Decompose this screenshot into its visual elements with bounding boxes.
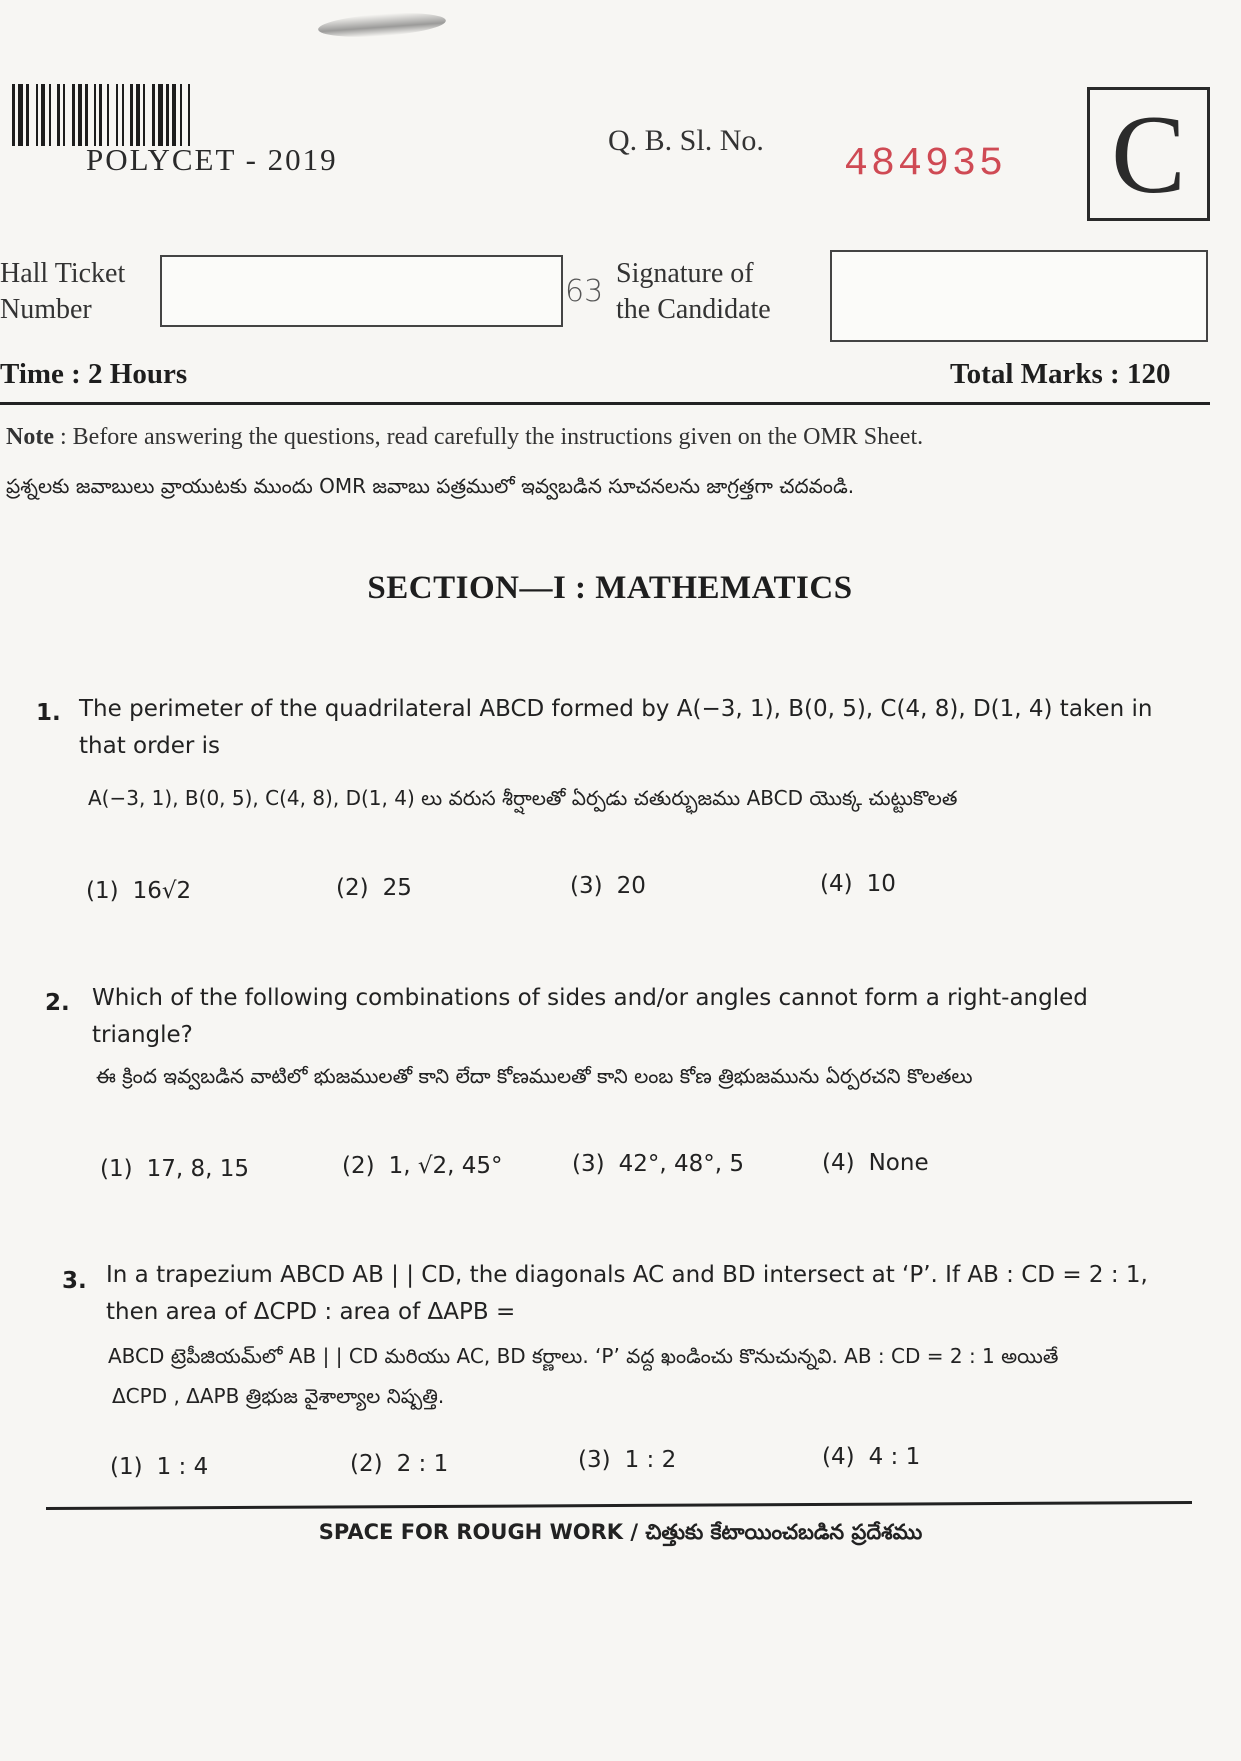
question-text-telugu: A(−3, 1), B(0, 5), C(4, 8), D(1, 4) లు వరుస శీర్షాలతో ఏర్పడు చతుర్భుజము ABCD యొక్క చుట్టుకొలత	[88, 786, 958, 810]
option-number: (3)	[572, 1151, 605, 1177]
question-text-line: then area of ΔCPD : area of ΔAPB =	[106, 1299, 516, 1325]
option-number: (1)	[86, 878, 119, 904]
barcode-bar	[49, 84, 51, 146]
question-text	[79, 691, 1214, 765]
barcode-bar	[143, 84, 145, 146]
option-value: 17, 8, 15	[146, 1156, 250, 1182]
question-text-telugu: ΔCPD , ΔAPB త్రిభుజ వైశాల్యాల నిష్పత్తి.	[112, 1384, 445, 1408]
question-text-telugu: ఈ క్రింద ఇవ్వబడిన వాటిలో భుజములతో కాని లేదా కోణములతో కాని లంబ కోణ త్రిభుజమును ఏర్పరచని కొలతలు	[96, 1064, 973, 1088]
barcode	[10, 84, 415, 146]
note	[6, 424, 923, 451]
barcode-bar	[130, 84, 133, 146]
option-number: (4)	[822, 1150, 855, 1176]
option-value: 1, √2, 45°	[388, 1153, 503, 1179]
option-3[interactable]	[578, 1447, 676, 1473]
question-text-line: that order is	[79, 733, 221, 759]
handwritten-digits: 63	[565, 274, 604, 309]
option-number: (3)	[570, 873, 603, 899]
option-value: 20	[616, 873, 646, 899]
question-text	[106, 1257, 1216, 1331]
hall-ticket-number-field[interactable]	[160, 255, 563, 327]
barcode-bar	[99, 84, 102, 146]
option-number: (4)	[822, 1444, 855, 1470]
barcode-bar	[158, 84, 163, 146]
barcode-bar	[78, 84, 82, 146]
option-2[interactable]	[350, 1451, 448, 1477]
barcode-bar	[188, 84, 190, 146]
hall-ticket-label-line-1: Hall Ticket	[0, 258, 126, 289]
option-value: 25	[382, 875, 412, 901]
option-number: (1)	[110, 1454, 143, 1480]
option-1[interactable]	[100, 1156, 249, 1182]
option-number: (3)	[578, 1447, 611, 1473]
barcode-bar	[26, 84, 29, 146]
rough-work-title: SPACE FOR ROUGH WORK / చిత్తుకు కేటాయించబడిన ప్రదేశము	[318, 1520, 923, 1544]
option-number: (2)	[336, 875, 369, 901]
option-2[interactable]	[336, 875, 412, 901]
note-text: : Before answering the questions, read carefully the instructions given on the OMR Sheet.	[53, 424, 924, 450]
candidate-signature-field[interactable]	[830, 250, 1208, 342]
signature-label	[616, 256, 771, 328]
option-number: (4)	[820, 871, 853, 897]
qb-serial-label: Q. B. Sl. No.	[608, 124, 764, 157]
barcode-bar	[172, 84, 176, 146]
barcode-bar	[94, 84, 96, 146]
barcode-bar	[63, 84, 65, 146]
rough-work-divider	[46, 1501, 1192, 1510]
hall-ticket-label-line-2: Number	[0, 294, 92, 325]
total-marks: Total Marks : 120	[950, 358, 1171, 390]
question-text-line: Which of the following combinations of sides and/or angles cannot form a right-angled	[92, 985, 1088, 1011]
barcode-bar	[116, 84, 118, 146]
barcode-bar	[12, 84, 15, 146]
option-4[interactable]	[822, 1444, 920, 1470]
note-telugu: ప్రశ్నలకు జవాబులు వ్రాయుటకు ముందు OMR జవాబు పత్రములో ఇవ్వబడిన సూచనలను జాగ్రత్తగా చదవండి.	[6, 474, 855, 498]
option-number: (2)	[342, 1153, 375, 1179]
option-1[interactable]	[86, 878, 191, 904]
option-1[interactable]	[110, 1454, 208, 1480]
question-number: 3.	[62, 1268, 87, 1294]
option-3[interactable]	[572, 1151, 744, 1177]
header-divider	[0, 402, 1210, 405]
option-value: 1 : 4	[156, 1454, 209, 1480]
option-value: None	[868, 1150, 929, 1176]
signature-label-line-1: Signature of	[616, 258, 754, 289]
barcode-bar	[18, 84, 23, 146]
option-3[interactable]	[570, 873, 646, 899]
question-text	[92, 980, 1217, 1054]
option-value: 4 : 1	[868, 1444, 921, 1470]
option-4[interactable]	[822, 1150, 929, 1176]
question-number: 1.	[36, 700, 61, 726]
question-text-telugu: ABCD ట్రెపీజియమ్‌లో AB | | CD మరియు AC, BD కర్ణాలు. ‘P’ వద్ద ఖండించు కొనుచున్నవి. AB : CD = 2 : 1 అయితే	[108, 1344, 1059, 1368]
option-value: 1 : 2	[624, 1447, 677, 1473]
barcode-bar	[152, 84, 155, 146]
question-text-line: triangle?	[92, 1022, 193, 1048]
barcode-bar	[57, 84, 60, 146]
option-value: 2 : 1	[396, 1451, 449, 1477]
barcode-bar	[85, 84, 88, 146]
option-value: 16√2	[132, 878, 192, 904]
booklet-set-letter: C	[1111, 93, 1186, 217]
option-number: (1)	[100, 1156, 133, 1182]
barcode-bar	[107, 84, 109, 146]
exam-code: POLYCET - 2019	[86, 142, 338, 177]
question-number: 2.	[45, 990, 70, 1016]
barcode-bar	[136, 84, 140, 146]
booklet-set-box	[1087, 87, 1210, 221]
barcode-bar	[36, 84, 38, 146]
barcode-bar	[41, 84, 45, 146]
hall-ticket-label	[0, 256, 125, 328]
question-text-line: The perimeter of the quadrilateral ABCD formed by A(−3, 1), B(0, 5), C(4, 8), D(1, 4) taken in	[79, 696, 1153, 722]
barcode-bar	[72, 84, 75, 146]
question-text-line: In a trapezium ABCD AB | | CD, the diagonals AC and BD intersect at ‘P’. If AB : CD = 2 : 1,	[106, 1262, 1148, 1288]
note-label: Note	[6, 424, 54, 450]
option-value: 42°, 48°, 5	[618, 1151, 745, 1177]
signature-label-line-2: the Candidate	[616, 294, 771, 325]
option-4[interactable]	[820, 871, 896, 897]
option-number: (2)	[350, 1451, 383, 1477]
option-2[interactable]	[342, 1153, 503, 1179]
section-title: SECTION—I : MATHEMATICS	[367, 570, 853, 606]
exam-duration: Time : 2 Hours	[0, 358, 188, 390]
barcode-bar	[122, 84, 124, 146]
barcode-bar	[180, 84, 182, 146]
scan-smudge	[317, 10, 446, 41]
barcode-bar	[166, 84, 169, 146]
option-value: 10	[866, 871, 896, 897]
qb-serial-number: 484935	[844, 142, 1007, 187]
